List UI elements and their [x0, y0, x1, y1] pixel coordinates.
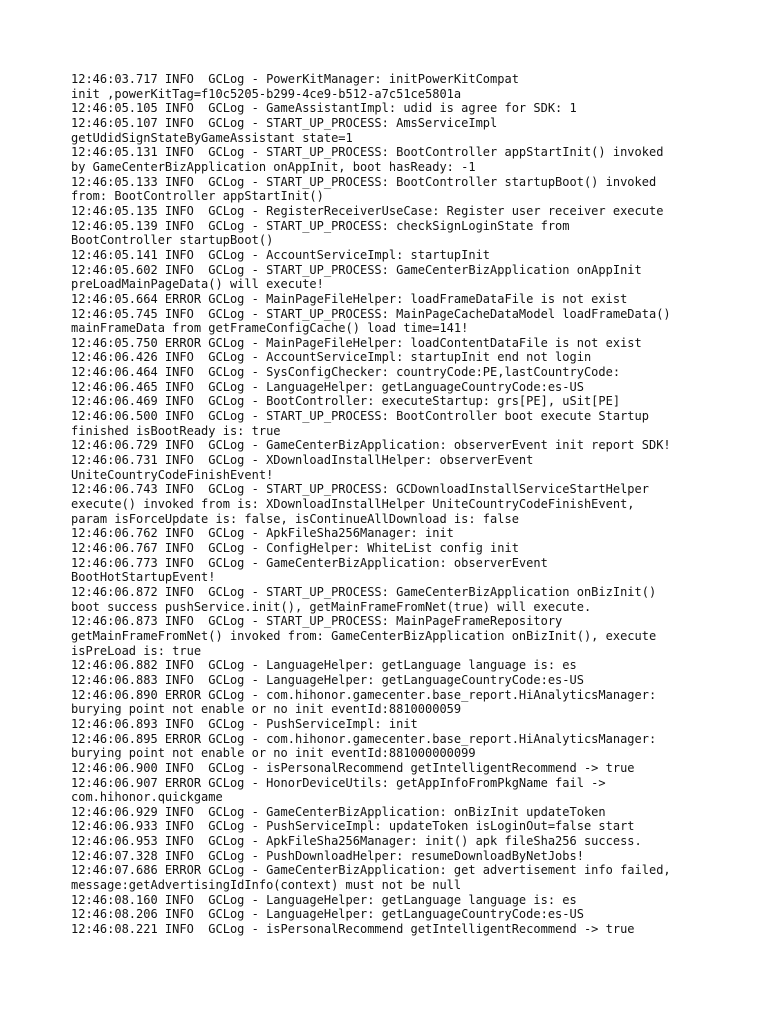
log-line: UniteCountryCodeFinishEvent! [71, 467, 274, 482]
log-line: 12:46:06.767 INFO GCLog - ConfigHelper: WhiteList config init [71, 541, 519, 555]
log-line: 12:46:06.426 INFO GCLog - AccountServiceImpl: startupInit end not login [71, 350, 592, 365]
log-line: preLoadMainPageData() will execute! [71, 277, 324, 292]
log-line: 12:46:05.133 INFO GCLog - START_UP_PROCESS: BootController startupBoot() invoked [71, 174, 657, 189]
log-line: from: BootController appStartInit() [71, 189, 324, 204]
log-line: 12:46:05.105 INFO GCLog - GameAssistantImpl: udid is agree for SDK: 1 [71, 101, 577, 116]
log-line: 12:46:08.221 INFO GCLog - isPersonalRecommend getIntelligentRecommend -> true [71, 922, 635, 937]
log-line: 12:46:05.664 ERROR GCLog - MainPageFileHelper: loadFrameDataFile is not exist [71, 291, 628, 306]
log-line: 12:46:06.907 ERROR GCLog - HonorDeviceUtils: getAppInfoFromPkgName fail -> [71, 775, 606, 790]
log-line: BootController startupBoot() [71, 233, 274, 248]
log-line: 12:46:03.717 INFO GCLog - PowerKitManager: initPowerKitCompat [71, 72, 519, 86]
log-line: 12:46:06.933 INFO GCLog - PushServiceImpl: updateToken isLoginOut=false start [71, 819, 635, 834]
log-line: 12:46:06.890 ERROR GCLog - com.hihonor.gamecenter.base_report.HiAnalyticsManager: [71, 687, 657, 702]
log-line: mainFrameData from getFrameConfigCache() load time=141! [71, 321, 469, 336]
log-line: init ,powerKitTag=f10c5205-b299-4ce9-b512-a7c51ce5801a [71, 86, 462, 101]
log-line: boot success pushService.init(), getMainFrameFromNet(true) will execute. [71, 599, 592, 614]
log-line: 12:46:05.135 INFO GCLog - RegisterReceiverUseCase: Register user receiver execute [71, 203, 664, 218]
log-line: 12:46:07.686 ERROR GCLog - GameCenterBizApplication: get advertisement info failed, [71, 863, 671, 878]
log-line: 12:46:06.465 INFO GCLog - LanguageHelper: getLanguageCountryCode:es-US [71, 379, 584, 394]
log-line: 12:46:06.953 INFO GCLog - ApkFileSha256Manager: init() apk fileSha256 success. [71, 834, 642, 849]
log-text-block [71, 72, 731, 937]
log-line: BootHotStartupEvent! [71, 570, 216, 585]
log-line: 12:46:06.883 INFO GCLog - LanguageHelper: getLanguageCountryCode:es-US [71, 672, 584, 687]
log-line: 12:46:06.464 INFO GCLog - SysConfigChecker: countryCode:PE,lastCountryCode: [71, 365, 621, 380]
log-line: by GameCenterBizApplication onAppInit, boot hasReady: -1 [71, 159, 476, 174]
log-line: 12:46:08.160 INFO GCLog - LanguageHelper: getLanguage language is: es [71, 892, 577, 907]
log-line: message:getAdvertisingIdInfo(context) must not be null [71, 878, 462, 893]
log-line: 12:46:05.139 INFO GCLog - START_UP_PROCESS: checkSignLoginState from [71, 218, 570, 233]
log-line: 12:46:08.206 INFO GCLog - LanguageHelper: getLanguageCountryCode:es-US [71, 907, 584, 922]
log-line: 12:46:06.900 INFO GCLog - isPersonalRecommend getIntelligentRecommend -> true [71, 760, 635, 775]
log-line: 12:46:06.731 INFO GCLog - XDownloadInstallHelper: observerEvent [71, 453, 534, 468]
log-line: 12:46:06.469 INFO GCLog - BootController: executeStartup: grs[PE], uSit[PE] [71, 394, 621, 409]
log-line: 12:46:06.893 INFO GCLog - PushServiceImpl: init [71, 716, 418, 731]
log-line: 12:46:05.131 INFO GCLog - START_UP_PROCESS: BootController appStartInit() invoked [71, 145, 664, 160]
log-line: 12:46:06.873 INFO GCLog - START_UP_PROCESS: MainPageFrameRepository [71, 614, 563, 629]
log-line: 12:46:06.872 INFO GCLog - START_UP_PROCESS: GameCenterBizApplication onBizInit() [71, 584, 657, 599]
log-line: 12:46:05.602 INFO GCLog - START_UP_PROCESS: GameCenterBizApplication onAppInit [71, 262, 642, 277]
log-line: finished isBootReady is: true [71, 423, 281, 438]
log-line: getUdidSignStateByGameAssistant state=1 [71, 130, 353, 145]
log-line: isPreLoad is: true [71, 643, 202, 658]
log-line: param isForceUpdate is: false, isContinueAllDownload is: false [71, 511, 519, 526]
log-line: 12:46:05.141 INFO GCLog - AccountServiceImpl: startupInit [71, 247, 491, 262]
log-line: 12:46:05.107 INFO GCLog - START_UP_PROCESS: AmsServiceImpl [71, 115, 498, 130]
log-line: 12:46:06.929 INFO GCLog - GameCenterBizApplication: onBizInit updateToken [71, 804, 606, 819]
log-line: 12:46:06.743 INFO GCLog - START_UP_PROCESS: GCDownloadInstallServiceStartHelper [71, 482, 649, 497]
log-line: 12:46:05.750 ERROR GCLog - MainPageFileHelper: loadContentDataFile is not exist [71, 335, 642, 350]
log-line: com.hihonor.quickgame [71, 790, 223, 805]
log-line: 12:46:06.762 INFO GCLog - ApkFileSha256Manager: init [71, 526, 454, 541]
log-line: 12:46:07.328 INFO GCLog - PushDownloadHelper: resumeDownloadByNetJobs! [71, 848, 584, 863]
log-line: 12:46:06.895 ERROR GCLog - com.hihonor.gamecenter.base_report.HiAnalyticsManager: [71, 731, 657, 746]
log-line: 12:46:06.500 INFO GCLog - START_UP_PROCESS: BootController boot execute Startup [71, 409, 649, 424]
log-line: 12:46:06.729 INFO GCLog - GameCenterBizApplication: observerEvent init report SDK! [71, 438, 671, 453]
log-line: burying point not enable or no init eventId:881000000099 [71, 746, 476, 761]
log-line: 12:46:05.745 INFO GCLog - START_UP_PROCESS: MainPageCacheDataModel loadFrameData() [71, 306, 671, 321]
log-line: getMainFrameFromNet() invoked from: GameCenterBizApplication onBizInit(), execute [71, 628, 657, 643]
log-line: execute() invoked from is: XDownloadInstallHelper UniteCountryCodeFinishEvent, [71, 497, 635, 512]
log-line: 12:46:06.882 INFO GCLog - LanguageHelper: getLanguage language is: es [71, 658, 577, 673]
log-document [71, 72, 731, 937]
log-line: 12:46:06.773 INFO GCLog - GameCenterBizApplication: observerEvent [71, 555, 548, 570]
log-line: burying point not enable or no init eventId:8810000059 [71, 702, 462, 717]
